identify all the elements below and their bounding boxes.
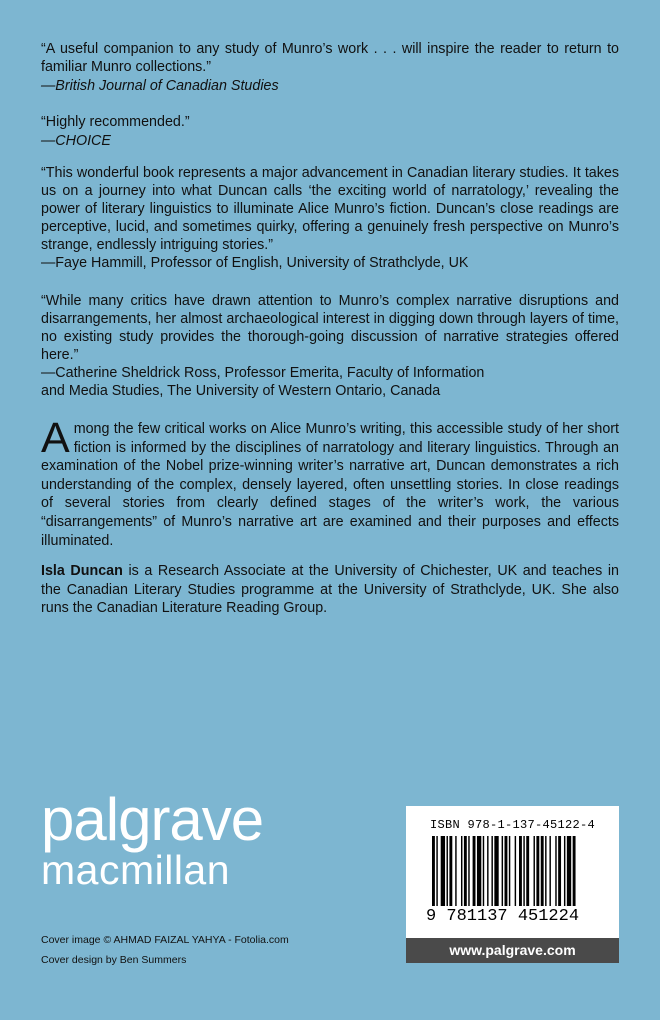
barcode-bar <box>461 836 462 908</box>
review-quote-3 <box>41 164 619 272</box>
barcode-graphic <box>422 836 608 922</box>
barcode-bar <box>515 836 516 908</box>
barcode-bar <box>526 836 529 908</box>
quote-attribution-line-1: —Catherine Sheldrick Ross, Professor Emerita, Faculty of Information <box>41 365 485 381</box>
barcode-bar <box>558 836 561 908</box>
author-name: Isla Duncan <box>41 563 123 579</box>
barcode-bar <box>477 836 481 908</box>
publisher-logo <box>41 786 264 893</box>
quote-text: “While many critics have drawn attention to Munro’s complex narrative disruptions and disarrangements, her almost archaeological interest in digging down through layers of time, no existing study provides the thorough-going discussion of narrative strategies offered here.” <box>41 293 619 363</box>
quote-attribution: —CHOICE <box>41 133 111 149</box>
barcode-bar <box>555 836 556 908</box>
barcode-bar <box>505 836 508 916</box>
barcode-bar <box>534 836 535 908</box>
quote-text: “This wonderful book represents a major advancement in Canadian literary studies. It takes us on a journey into what Duncan calls ‘the exciting world of narratology,’ revealing the power of literary linguistics to illuminate Alice Munro’s fiction. Duncan’s close readings are perceptive, lucid, and sometimes quirky, offering a genuinely fresh perspective on Munro’s strange, endlessly intriguing stories.” <box>41 165 619 253</box>
review-quote-2 <box>41 113 619 150</box>
barcode-bar <box>519 836 522 908</box>
barcode-bar <box>502 836 503 908</box>
logo-macmillan: macmillan <box>41 847 231 893</box>
quote-text: “A useful companion to any study of Munro’s work . . . will inspire the reader to return to familiar Munro collections.” <box>41 41 619 75</box>
barcode-bar <box>473 836 476 908</box>
barcode-bar <box>487 836 488 908</box>
quote-attribution: —Faye Hammill, Professor of English, University of Strathclyde, UK <box>41 255 469 271</box>
barcode-bar <box>468 836 469 908</box>
description-text: mong the few critical works on Alice Munro’s writing, this accessible study of her short fiction is informed by the disciplines of narratology and literary linguistics. Through an examination of the Nobel prize-winning writer’s narrative art, Duncan demonstrates a rich understanding of the complex, densely layered, often unsettling stories. In close readings of several stories from clearly defined stages of the writer’s work, the various “disarrangements” of Munro’s narrative art are examined and their purposes and effects illuminated. <box>41 421 619 549</box>
review-quote-1 <box>41 40 619 95</box>
isbn-barcode-box <box>406 806 619 963</box>
barcode-bar <box>564 836 565 908</box>
barcode-bar <box>464 836 467 908</box>
barcode-bar <box>432 836 435 916</box>
quote-attribution: —British Journal of Canadian Studies <box>41 78 279 94</box>
barcode-bar <box>441 836 445 908</box>
barcode-bar <box>567 836 571 908</box>
quote-attribution-line-2: and Media Studies, The University of Western Ontario, Canada <box>41 383 441 399</box>
bio-text: is a Research Associate at the University of Chichester, UK and teaches in the Canadian Literary Studies programme at the University of Strathclyde, UK. She also runs the Canadian Literature Reading Group. <box>41 563 619 617</box>
barcode-bar <box>436 836 437 916</box>
barcode-bar <box>541 836 544 908</box>
barcode-bar <box>494 836 498 908</box>
isbn-label: ISBN 978-1-137-45122-4 <box>429 818 596 832</box>
barcode-bar <box>573 836 576 916</box>
barcode-bar <box>449 836 452 908</box>
book-description <box>41 414 619 550</box>
barcode-bar <box>536 836 539 908</box>
barcode-bar <box>483 836 484 908</box>
barcode-digits: 9 781137 451224 <box>426 907 580 922</box>
review-quote-4 <box>41 292 619 400</box>
barcode-bar <box>455 836 456 908</box>
barcode-bar <box>523 836 524 908</box>
barcode-bar <box>447 836 448 908</box>
quote-text: “Highly recommended.” <box>41 114 190 130</box>
cover-design-credit: Cover design by Ben Summers <box>41 954 187 966</box>
publisher-url[interactable]: www.palgrave.com <box>406 938 619 963</box>
cover-image-credit: Cover image © AHMAD FAIZAL YAHYA - Fotolia.com <box>41 934 289 946</box>
barcode-bar <box>491 836 492 908</box>
logo-palgrave: palgrave <box>41 786 264 853</box>
author-bio <box>41 562 619 618</box>
barcode-bar <box>545 836 546 908</box>
drop-cap: A <box>41 414 70 462</box>
cover-credits <box>41 930 289 970</box>
barcode-bar <box>509 836 510 908</box>
barcode-bar <box>549 836 550 908</box>
